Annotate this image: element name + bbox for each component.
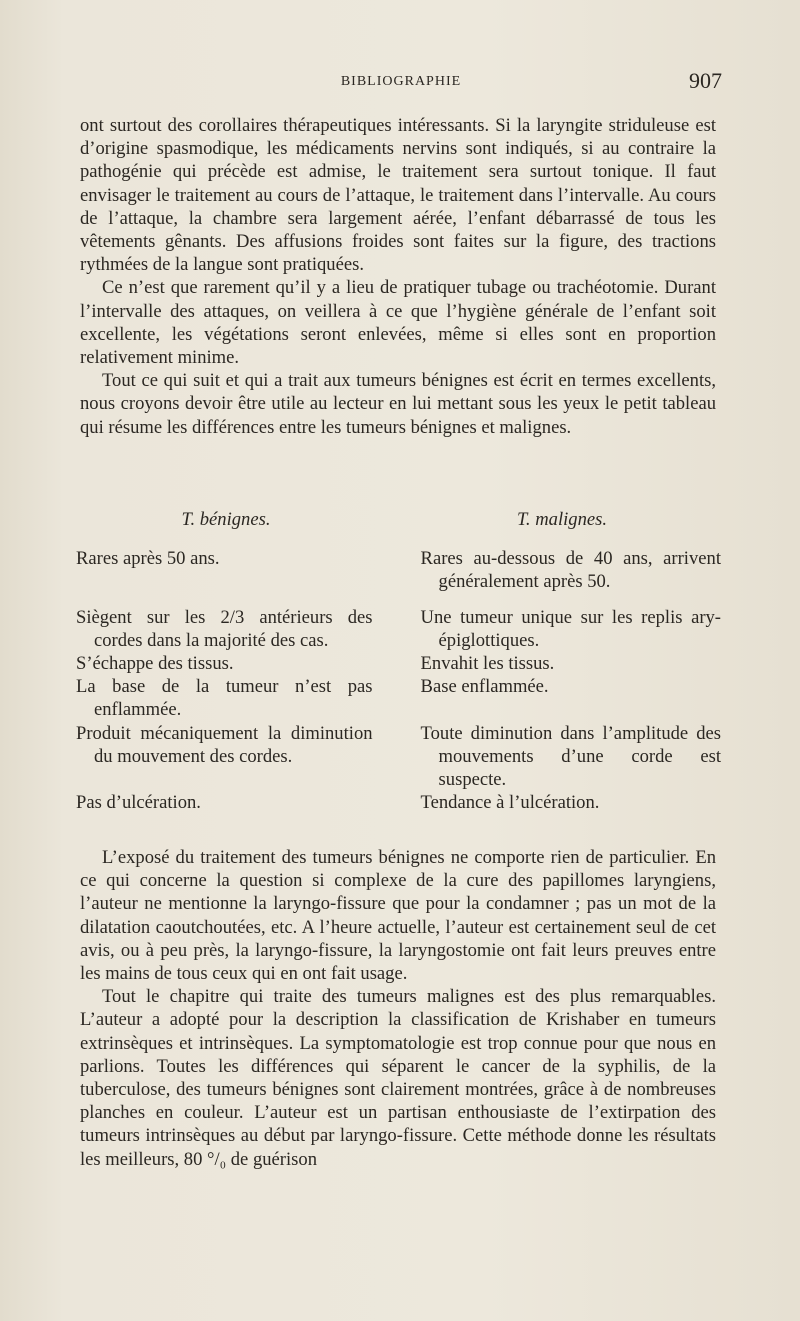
page-header [80,70,722,100]
table-header [76,508,721,531]
table-cell-malignant: Rares au-dessous de 40 ans, arrivent généralement après 50. [420,548,721,593]
body-text-top [80,114,716,439]
table-cell-malignant: Toute diminution dans l’amplitude des mouvements d’une corde est suspecte. [420,722,721,791]
table-cell-malignant: Envahit les tissus. [420,653,555,675]
page-number: 907 [689,68,722,93]
comparison-table [76,508,721,814]
column-head-benign: T. bénignes. [181,509,271,530]
column-head-malignant: T. malignes. [516,509,608,530]
paragraph: Ce n’est que rarement qu’il y a lieu de pratiquer tubage ou trachéotomie. Durant l’intervalle des attaques, on veillera à ce que l’hygiène générale de l’enfant soit excellente, les végétations seront enlevées, même si elles sont en proportion relativement minime. [80,277,716,369]
table-cell-benign: Rares après 50 ans. [76,548,220,570]
paragraph: L’exposé du traitement des tumeurs bénignes ne comporte rien de particulier. En ce qui concerne la question si complexe de la cure des papillomes laryngiens, l’auteur ne mentionne la laryngo-fissure que pour la condamner ; pas un mot de la dilatation caoutchoutées, etc. A l’heure actuelle, l’auteur est certainement seul de cet avis, ou à peu près, la laryngo-fissure, la laryngostomie ont fait leurs preuves entre les mains de tous ceux qui en ont fait usage. [80,847,716,985]
table-cell-benign: Produit mécaniquement la diminution du mouvement des cordes. [76,722,373,767]
table-cell-malignant: Tendance à l’ulcération. [420,792,600,814]
table-cell-benign: S’échappe des tissus. [76,653,234,675]
table-row [76,722,721,792]
running-head: BIBLIOGRAPHIE [340,74,462,89]
paragraph: ont surtout des corollaires thérapeutiques intéressants. Si la laryngite striduleuse est d’origine spasmodique, les médicaments nervins sont indiqués, si au contraire la pathogénie qui précède est admise, le traitement sera surtout tonique. Il faut envisager le traitement au cours de l’attaque, le traitement dans l’intervalle. Au cours de l’attaque, la chambre sera largement aérée, l’enfant débarrassé de tous les vêtements gênants. Des affusions froides sont faites sur la figure, des tractions rythmées de la langue sont pratiquées. [80,115,716,276]
body-text-bottom [80,846,716,1171]
paragraph: Tout le chapitre qui traite des tumeurs malignes est des plus remarquables. L’auteur a adopté pour la description la classification de Krishaber en tumeurs extrinsèques et intrinsèques. La symptomatologie est trop connue pour que nous en parlions. Toutes les différences qui séparent le cancer de la syphilis, de la tuberculose, des tumeurs bénignes sont clairement montrées, grâce à de nombreuses planches en couleur. L’auteur est un partisan enthousiaste de l’extirpation des tumeurs intrinsèques au début par laryngo-fissure. Cette méthode donne les résultats les meilleurs, 80 °/₀ de guérison [80,986,716,1170]
table-cell-malignant: Une tumeur unique sur les replis ary-épiglottiques. [420,606,721,651]
table-row [76,675,721,721]
paragraph: Tout ce qui suit et qui a trait aux tumeurs bénignes est écrit en termes excellents, nous croyons devoir être utile au lecteur en lui mettant sous les yeux le petit tableau qui résume les différences entre les tumeurs bénignes et malignes. [80,370,716,438]
table-cell-malignant: Base enflammée. [420,676,549,698]
table-row [76,791,721,814]
table-cell-benign: Pas d’ulcération. [76,792,201,814]
table-row [76,606,721,652]
table-cell-benign: Siègent sur les 2/3 antérieurs des cordes dans la majorité des cas. [76,606,373,651]
table-row [76,547,721,593]
table-row [76,652,721,675]
table-cell-benign: La base de la tumeur n’est pas enflammée. [76,676,373,721]
